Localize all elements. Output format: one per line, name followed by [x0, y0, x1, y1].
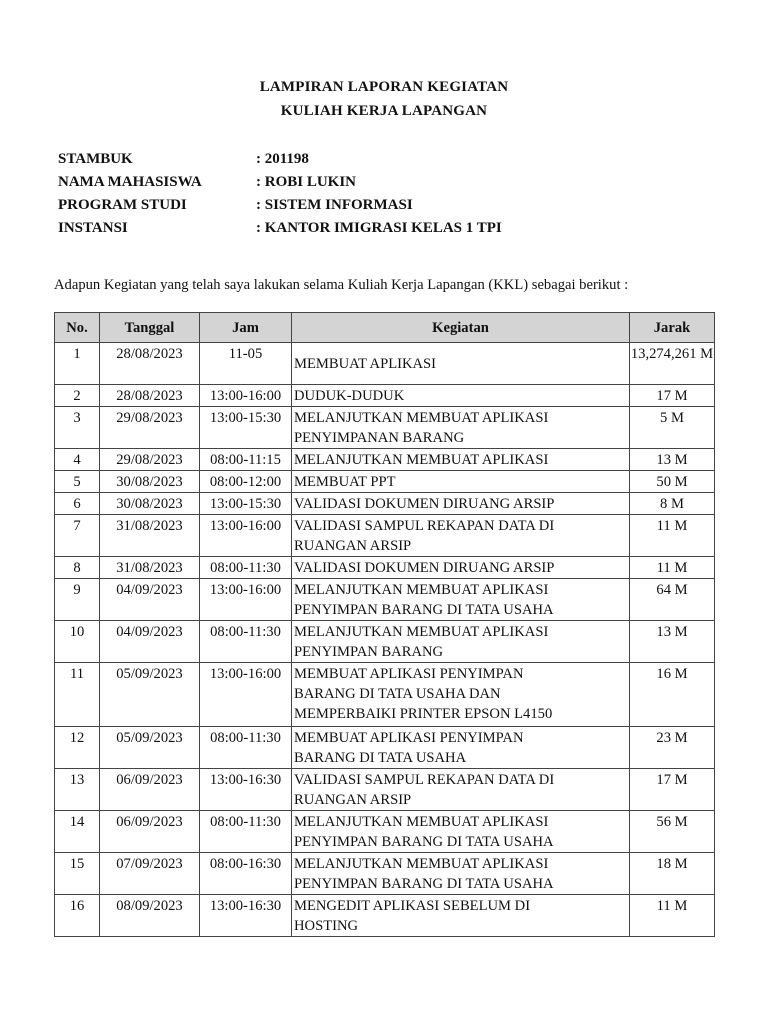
cell-no: 2: [55, 385, 100, 407]
cell-jam: 08:00-11:30: [200, 811, 292, 853]
table-row: [55, 343, 715, 385]
cell-tanggal: 30/08/2023: [100, 493, 200, 515]
info-value: : 201198: [256, 151, 309, 167]
cell-tanggal: 07/09/2023: [100, 853, 200, 895]
cell-jarak: 18 M: [630, 853, 715, 895]
cell-tanggal: 30/08/2023: [100, 471, 200, 493]
cell-tanggal: 28/08/2023: [100, 385, 200, 407]
header-jam: Jam: [200, 313, 292, 343]
cell-no: 9: [55, 579, 100, 621]
table-row: [55, 471, 715, 493]
cell-jam: 08:00-11:30: [200, 727, 292, 769]
student-info: [58, 148, 502, 240]
cell-kegiatan: MELANJUTKAN MEMBUAT APLIKASI: [292, 449, 630, 471]
header-kegiatan: Kegiatan: [292, 313, 630, 343]
table-row: [55, 407, 715, 449]
cell-jam: 13:00-16:00: [200, 515, 292, 557]
table-row: [55, 493, 715, 515]
cell-jam: 13:00-15:30: [200, 407, 292, 449]
info-value: : SISTEM INFORMASI: [256, 197, 413, 213]
cell-kegiatan: MELANJUTKAN MEMBUAT APLIKASI PENYIMPAN BARANG DI TATA USAHA: [292, 811, 630, 853]
info-label: INSTANSI: [58, 220, 128, 236]
info-value: : KANTOR IMIGRASI KELAS 1 TPI: [256, 220, 502, 236]
cell-kegiatan: MEMBUAT APLIKASI PENYIMPAN BARANG DI TATA USAHA DAN MEMPERBAIKI PRINTER EPSON L4150: [292, 663, 630, 727]
table-row: [55, 385, 715, 407]
cell-kegiatan: MENGEDIT APLIKASI SEBELUM DI HOSTING: [292, 895, 630, 937]
cell-jarak: 17 M: [630, 769, 715, 811]
table-row: [55, 853, 715, 895]
cell-jarak: 17 M: [630, 385, 715, 407]
cell-jarak: 11 M: [630, 557, 715, 579]
cell-jam: 08:00-11:30: [200, 557, 292, 579]
table-row: [55, 515, 715, 557]
cell-jarak: 13 M: [630, 449, 715, 471]
cell-tanggal: 06/09/2023: [100, 811, 200, 853]
cell-jarak: 5 M: [630, 407, 715, 449]
cell-jarak: 13 M: [630, 621, 715, 663]
table-row: [55, 663, 715, 727]
activity-table: [54, 312, 715, 937]
cell-jam: 11-05: [200, 343, 292, 385]
cell-kegiatan: MELANJUTKAN MEMBUAT APLIKASI PENYIMPAN BARANG DI TATA USAHA: [292, 579, 630, 621]
cell-tanggal: 28/08/2023: [100, 343, 200, 385]
cell-kegiatan: MEMBUAT APLIKASI PENYIMPAN BARANG DI TATA USAHA: [292, 727, 630, 769]
cell-jarak: 11 M: [630, 895, 715, 937]
cell-jarak: 64 M: [630, 579, 715, 621]
cell-tanggal: 29/08/2023: [100, 407, 200, 449]
cell-tanggal: 31/08/2023: [100, 515, 200, 557]
header-no: No.: [55, 313, 100, 343]
table-row: [55, 621, 715, 663]
cell-tanggal: 04/09/2023: [100, 621, 200, 663]
document-subtitle: KULIAH KERJA LAPANGAN: [280, 103, 488, 119]
cell-tanggal: 05/09/2023: [100, 663, 200, 727]
table-header-row: [55, 313, 715, 343]
cell-kegiatan: MEMBUAT APLIKASI: [292, 343, 630, 385]
cell-jarak: 13,274,261 M: [630, 343, 715, 385]
cell-jam: 13:00-15:30: [200, 493, 292, 515]
cell-no: 6: [55, 493, 100, 515]
cell-jarak: 50 M: [630, 471, 715, 493]
cell-no: 13: [55, 769, 100, 811]
info-label: PROGRAM STUDI: [58, 197, 187, 213]
document-title: LAMPIRAN LAPORAN KEGIATAN: [259, 79, 509, 95]
cell-kegiatan: VALIDASI DOKUMEN DIRUANG ARSIP: [292, 557, 630, 579]
cell-kegiatan: MEMBUAT PPT: [292, 471, 630, 493]
cell-jam: 08:00-11:30: [200, 621, 292, 663]
table-row: [55, 811, 715, 853]
cell-no: 4: [55, 449, 100, 471]
table-row: [55, 769, 715, 811]
cell-no: 3: [55, 407, 100, 449]
cell-tanggal: 06/09/2023: [100, 769, 200, 811]
info-row-prodi: [58, 194, 502, 217]
cell-jarak: 11 M: [630, 515, 715, 557]
info-row-stambuk: [58, 148, 502, 171]
cell-jarak: 8 M: [630, 493, 715, 515]
cell-no: 8: [55, 557, 100, 579]
cell-tanggal: 31/08/2023: [100, 557, 200, 579]
intro-paragraph: Adapun Kegiatan yang telah saya lakukan selama Kuliah Kerja Lapangan (KKL) sebagai berikut :: [54, 277, 629, 293]
info-label: NAMA MAHASISWA: [58, 174, 202, 190]
cell-jam: 08:00-11:15: [200, 449, 292, 471]
cell-kegiatan: VALIDASI SAMPUL REKAPAN DATA DI RUANGAN ARSIP: [292, 515, 630, 557]
cell-tanggal: 05/09/2023: [100, 727, 200, 769]
table-row: [55, 895, 715, 937]
cell-jarak: 16 M: [630, 663, 715, 727]
cell-no: 7: [55, 515, 100, 557]
cell-jam: 08:00-12:00: [200, 471, 292, 493]
cell-kegiatan: DUDUK-DUDUK: [292, 385, 630, 407]
cell-tanggal: 29/08/2023: [100, 449, 200, 471]
cell-kegiatan: MELANJUTKAN MEMBUAT APLIKASI PENYIMPAN BARANG DI TATA USAHA: [292, 853, 630, 895]
cell-no: 15: [55, 853, 100, 895]
header-jarak: Jarak: [630, 313, 715, 343]
cell-jam: 13:00-16:30: [200, 769, 292, 811]
cell-tanggal: 08/09/2023: [100, 895, 200, 937]
cell-tanggal: 04/09/2023: [100, 579, 200, 621]
table-row: [55, 449, 715, 471]
cell-no: 1: [55, 343, 100, 385]
table-row: [55, 579, 715, 621]
cell-kegiatan: MELANJUTKAN MEMBUAT APLIKASI PENYIMPAN BARANG: [292, 621, 630, 663]
table-row: [55, 727, 715, 769]
cell-kegiatan: VALIDASI DOKUMEN DIRUANG ARSIP: [292, 493, 630, 515]
info-label: STAMBUK: [58, 151, 133, 167]
table-row: [55, 557, 715, 579]
cell-jam: 13:00-16:00: [200, 663, 292, 727]
cell-jarak: 56 M: [630, 811, 715, 853]
cell-no: 5: [55, 471, 100, 493]
cell-kegiatan: VALIDASI SAMPUL REKAPAN DATA DI RUANGAN ARSIP: [292, 769, 630, 811]
info-row-nama: [58, 171, 502, 194]
info-value: : ROBI LUKIN: [256, 174, 357, 190]
cell-kegiatan: MELANJUTKAN MEMBUAT APLIKASI PENYIMPANAN BARANG: [292, 407, 630, 449]
cell-jam: 13:00-16:30: [200, 895, 292, 937]
cell-jarak: 23 M: [630, 727, 715, 769]
cell-no: 10: [55, 621, 100, 663]
info-row-instansi: [58, 217, 502, 240]
cell-no: 16: [55, 895, 100, 937]
cell-jam: 13:00-16:00: [200, 579, 292, 621]
cell-no: 12: [55, 727, 100, 769]
cell-no: 14: [55, 811, 100, 853]
cell-no: 11: [55, 663, 100, 727]
cell-jam: 13:00-16:00: [200, 385, 292, 407]
cell-jam: 08:00-16:30: [200, 853, 292, 895]
header-tanggal: Tanggal: [100, 313, 200, 343]
